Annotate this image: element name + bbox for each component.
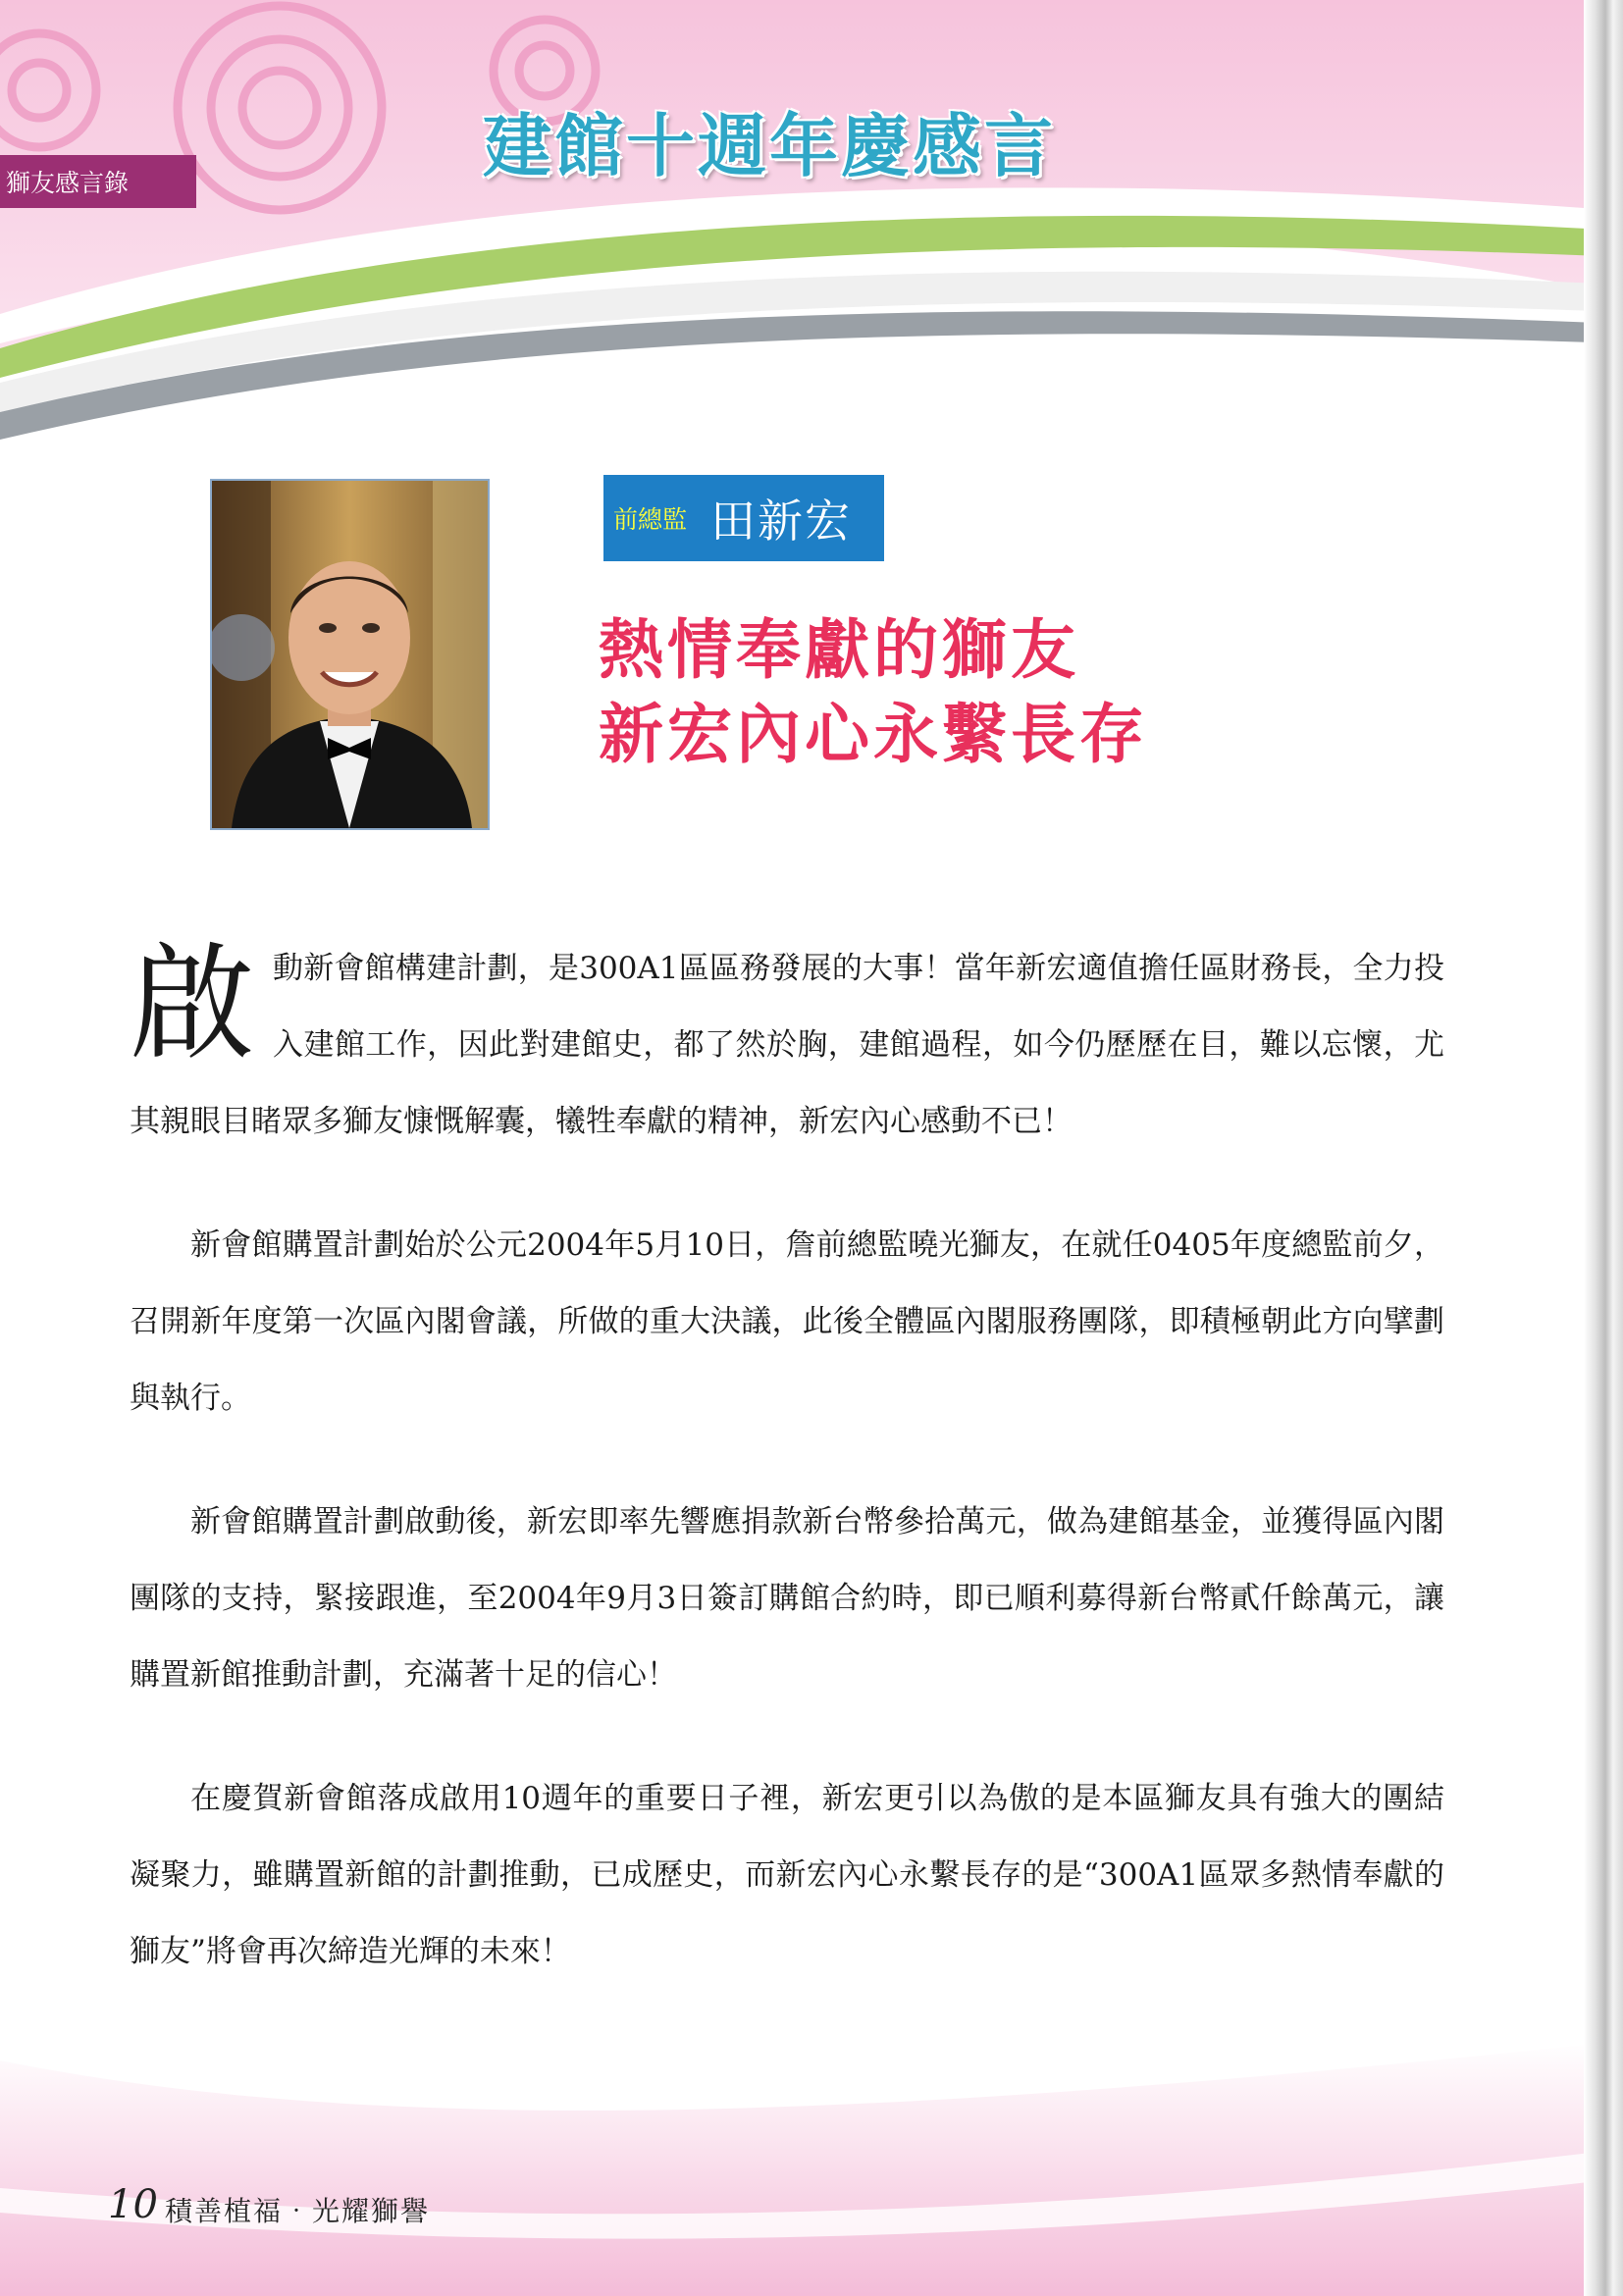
- page-heading: 建館十週年慶感言: [483, 106, 1056, 186]
- page-number: 10: [108, 2182, 158, 2227]
- header-decoration: [0, 0, 1623, 461]
- paragraph-1-text: 動新會館構建計劃，是300A1區區務發展的大事！當年新宏適值擔任區財務長，全力投入建館工作，因此對建館史，都了然於胸，建館過程，如今仍歷歷在目，難以忘懷，尤其親眼目睹眾多獅友慷慨解囊，犧牲奉獻的精神，新宏內心感動不已！: [130, 951, 1444, 1139]
- author-name: 田新宏: [710, 495, 853, 548]
- section-tab: 獅友感言錄: [0, 155, 196, 208]
- footer-slogan: 積善植福‧光耀獅譽: [165, 2195, 431, 2227]
- article-title-line-1: 熱情奉獻的獅友: [599, 612, 1079, 688]
- paragraph-1: [130, 930, 1444, 1160]
- drop-cap: 啟: [130, 931, 256, 1077]
- footer-decoration: [0, 2002, 1623, 2296]
- author-role: 前總監: [613, 505, 688, 534]
- paragraph-3: 新會館購置計劃啟動後，新宏即率先響應捐款新台幣參拾萬元，做為建館基金，並獲得區內閣團隊的支持，緊接跟進，至2004年9月3日簽訂購館合約時，即已順利募得新台幣貳仟餘萬元，讓購置新館推動計劃，充滿著十足的信心！: [130, 1504, 1444, 1693]
- portrait-photo: [210, 479, 490, 830]
- author-badge: [603, 475, 884, 561]
- article-title: [599, 608, 1305, 777]
- article-title-line-2: 新宏內心永繫長存: [599, 697, 1148, 772]
- paragraph-4: 在慶賀新會館落成啟用10週年的重要日子裡，新宏更引以為傲的是本區獅友具有強大的團結凝聚力，雖購置新館的計劃推動，已成歷史，而新宏內心永繫長存的是“300A1區眾多熱情奉獻的獅友”將會再次締造光輝的未來！: [130, 1781, 1444, 1969]
- page-binding-edge: [1584, 0, 1623, 2296]
- paragraph-2: 新會館購置計劃始於公元2004年5月10日，詹前總監曉光獅友，在就任0405年度總監前夕，召開新年度第一次區內閣會議，所做的重大決議，此後全體區內閣服務團隊，即積極朝此方向擘劃與執行。: [130, 1227, 1444, 1416]
- article-body: [130, 930, 1444, 2037]
